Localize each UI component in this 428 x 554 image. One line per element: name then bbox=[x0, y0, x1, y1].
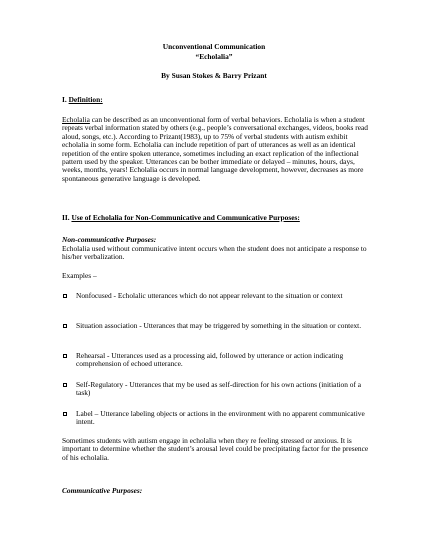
section-1-title: Definition: bbox=[68, 95, 103, 104]
title-line-1: Unconventional Communication bbox=[162, 42, 266, 51]
non-communicative-heading: Non-communicative Purposes: bbox=[62, 235, 157, 244]
section-1-number: I. bbox=[62, 95, 67, 104]
list-item-text: Nonfocused - Echolalic utterances which do not appear relevant to the situation or context bbox=[76, 291, 343, 300]
examples-label: Examples – bbox=[62, 271, 97, 280]
list-item-text: Self-Regulatory - Utterances that my be used as self-direction for his own actions (initiation of a task) bbox=[76, 380, 362, 398]
checkbox-bullet-icon bbox=[63, 412, 67, 416]
document-title bbox=[0, 42, 428, 61]
checkbox-bullet-icon bbox=[63, 324, 67, 328]
closing-paragraph: Sometimes students with autism engage in echolalia when they re feeling stressed or anxious. It is important to determine whether the student’s arousal level could be precipitating factor for the presence of his echolalia. bbox=[62, 436, 369, 462]
section-1-heading bbox=[62, 96, 103, 104]
echolalia-term: Echolalia bbox=[62, 115, 90, 124]
section-2-heading bbox=[62, 214, 300, 222]
section-2-number: II. bbox=[62, 213, 70, 222]
authors-line: By Susan Stokes & Barry Prizant bbox=[161, 71, 267, 80]
list-item-text: Situation association - Utterances that may be triggered by something in the situation or context. bbox=[76, 321, 362, 330]
checkbox-bullet-icon bbox=[63, 383, 67, 387]
checkbox-bullet-icon bbox=[63, 354, 67, 358]
definition-paragraph bbox=[62, 116, 370, 183]
non-communicative-text: Echolalia used without communicative intent occurs when the student does not anticipate a response to his/her verbalization. bbox=[62, 244, 367, 262]
list-item-text: Rehearsal - Utterances used as a processing aid, followed by utterance or action indicating comprehension of echoed utterance. bbox=[76, 351, 344, 369]
communicative-heading: Communicative Purposes: bbox=[62, 486, 143, 495]
list-item-text: Label – Utterance labeling objects or actions in the environment with no apparent communicative intent. bbox=[76, 409, 365, 427]
section-2-title: Use of Echolalia for Non-Communicative and Communicative Purposes: bbox=[71, 213, 300, 222]
title-line-2: “Echolalia” bbox=[195, 51, 233, 61]
checkbox-bullet-icon bbox=[63, 294, 67, 298]
definition-text: can be described as an unconventional form of verbal behaviors. Echolalia is when a student repeats verbal information stated by others (e.g., people’s conversational exchanges, videos, books read aloud, songs, etc.). According to Prizant(1983), up to 75% of verbal students with autism exhibit echolalia in some form. Echolalia can include repetition of part of utterances as well as an identical repetition of the entire spoken utterance, sometimes including an exact replication of the inflectional pattern used by the speaker. Utterances can be bother immediate or delayed – minutes, hours, days, weeks, months, years! Echolalia occurs in normal language development, however, decreases as more spontaneous generative language is developed. bbox=[62, 115, 368, 183]
